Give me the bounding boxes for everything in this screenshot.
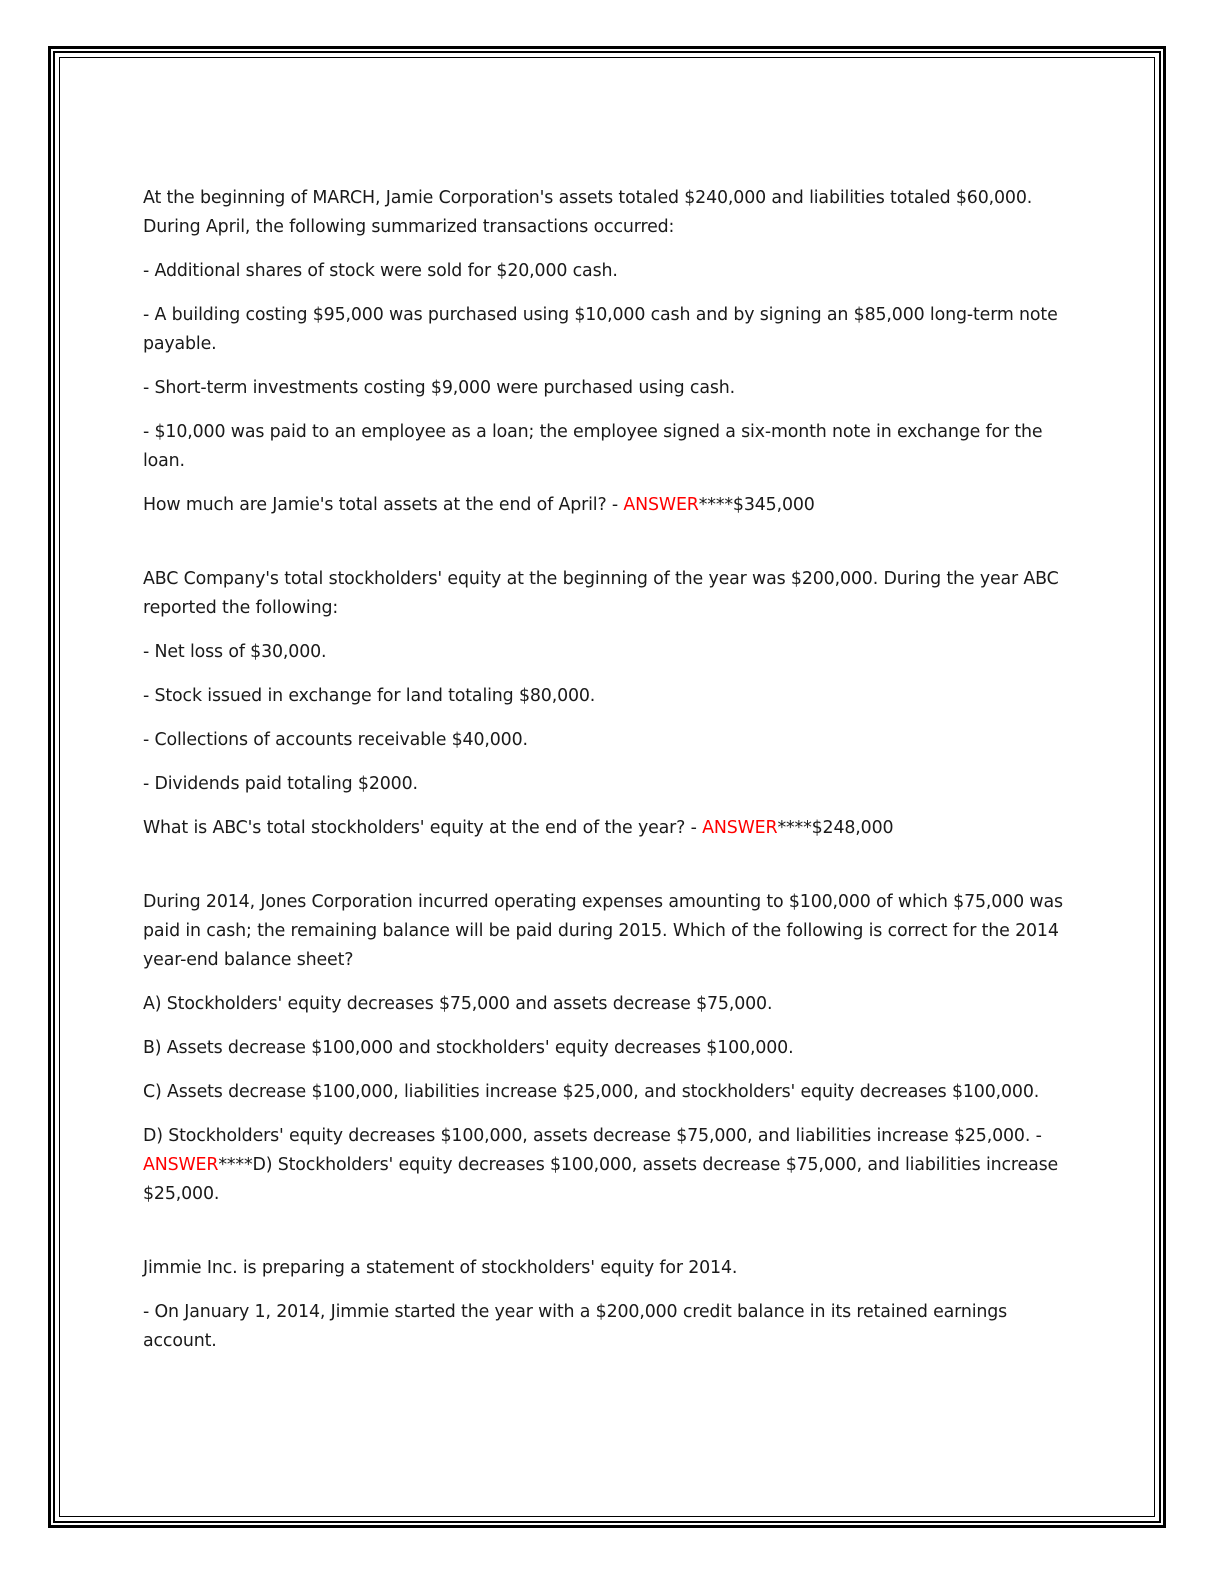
list-item: - Collections of accounts receivable $40,000. <box>143 730 528 750</box>
question-with-answer <box>143 1122 1078 1209</box>
question-stem: Jimmie Inc. is preparing a statement of stockholders' equity for 2014. <box>143 1258 738 1278</box>
question-stem: At the beginning of MARCH, Jamie Corporation's assets totaled $240,000 and liabilities totaled $60,000. During April, the following summarized transactions occurred: <box>143 188 1033 237</box>
list-item: - Short-term investments costing $9,000 were purchased using cash. <box>143 378 735 398</box>
question-with-answer <box>143 491 1078 520</box>
answer-text: ****$248,000 <box>777 818 894 838</box>
question-text: What is ABC's total stockholders' equity at the end of the year? - <box>143 818 703 838</box>
answer-option: A) Stockholders' equity decreases $75,000 and assets decrease $75,000. <box>143 994 773 1014</box>
answer-label: ANSWER <box>623 495 699 515</box>
answer-option: C) Assets decrease $100,000, liabilities increase $25,000, and stockholders' equity decreases $100,000. <box>143 1082 1040 1102</box>
list-item: - A building costing $95,000 was purchased using $10,000 cash and by signing an $85,000 long-term note payable. <box>143 305 1058 354</box>
list-item: - On January 1, 2014, Jimmie started the year with a $200,000 credit balance in its retained earnings account. <box>143 1302 1008 1351</box>
question-stem: ABC Company's total stockholders' equity at the beginning of the year was $200,000. During the year ABC reported the following: <box>143 569 1059 618</box>
answer-text: ****$345,000 <box>698 495 815 515</box>
answer-text: ****D) Stockholders' equity decreases $100,000, assets decrease $75,000, and liabilities increase $25,000. <box>143 1155 1059 1204</box>
list-item: - Stock issued in exchange for land totaling $80,000. <box>143 686 596 706</box>
question-text: D) Stockholders' equity decreases $100,000, assets decrease $75,000, and liabilities increase $25,000. - <box>143 1126 1042 1146</box>
list-item: - Additional shares of stock were sold for $20,000 cash. <box>143 261 618 281</box>
question-stem: During 2014, Jones Corporation incurred operating expenses amounting to $100,000 of which $75,000 was paid in cash; the remaining balance will be paid during 2015. Which of the following is correct for the 2014 year-end balance sheet? <box>143 892 1063 970</box>
question-text: How much are Jamie's total assets at the end of April? - <box>143 495 624 515</box>
document-body <box>143 184 1078 1371</box>
list-item: - Dividends paid totaling $2000. <box>143 774 418 794</box>
question-block <box>143 565 1078 843</box>
list-item: - Net loss of $30,000. <box>143 642 327 662</box>
answer-label: ANSWER <box>143 1155 219 1175</box>
question-with-answer <box>143 814 1078 843</box>
question-block <box>143 184 1078 520</box>
answer-option: B) Assets decrease $100,000 and stockholders' equity decreases $100,000. <box>143 1038 794 1058</box>
question-block <box>143 888 1078 1209</box>
answer-label: ANSWER <box>702 818 778 838</box>
list-item: - $10,000 was paid to an employee as a loan; the employee signed a six-month note in exchange for the loan. <box>143 422 1043 471</box>
question-block <box>143 1254 1078 1356</box>
